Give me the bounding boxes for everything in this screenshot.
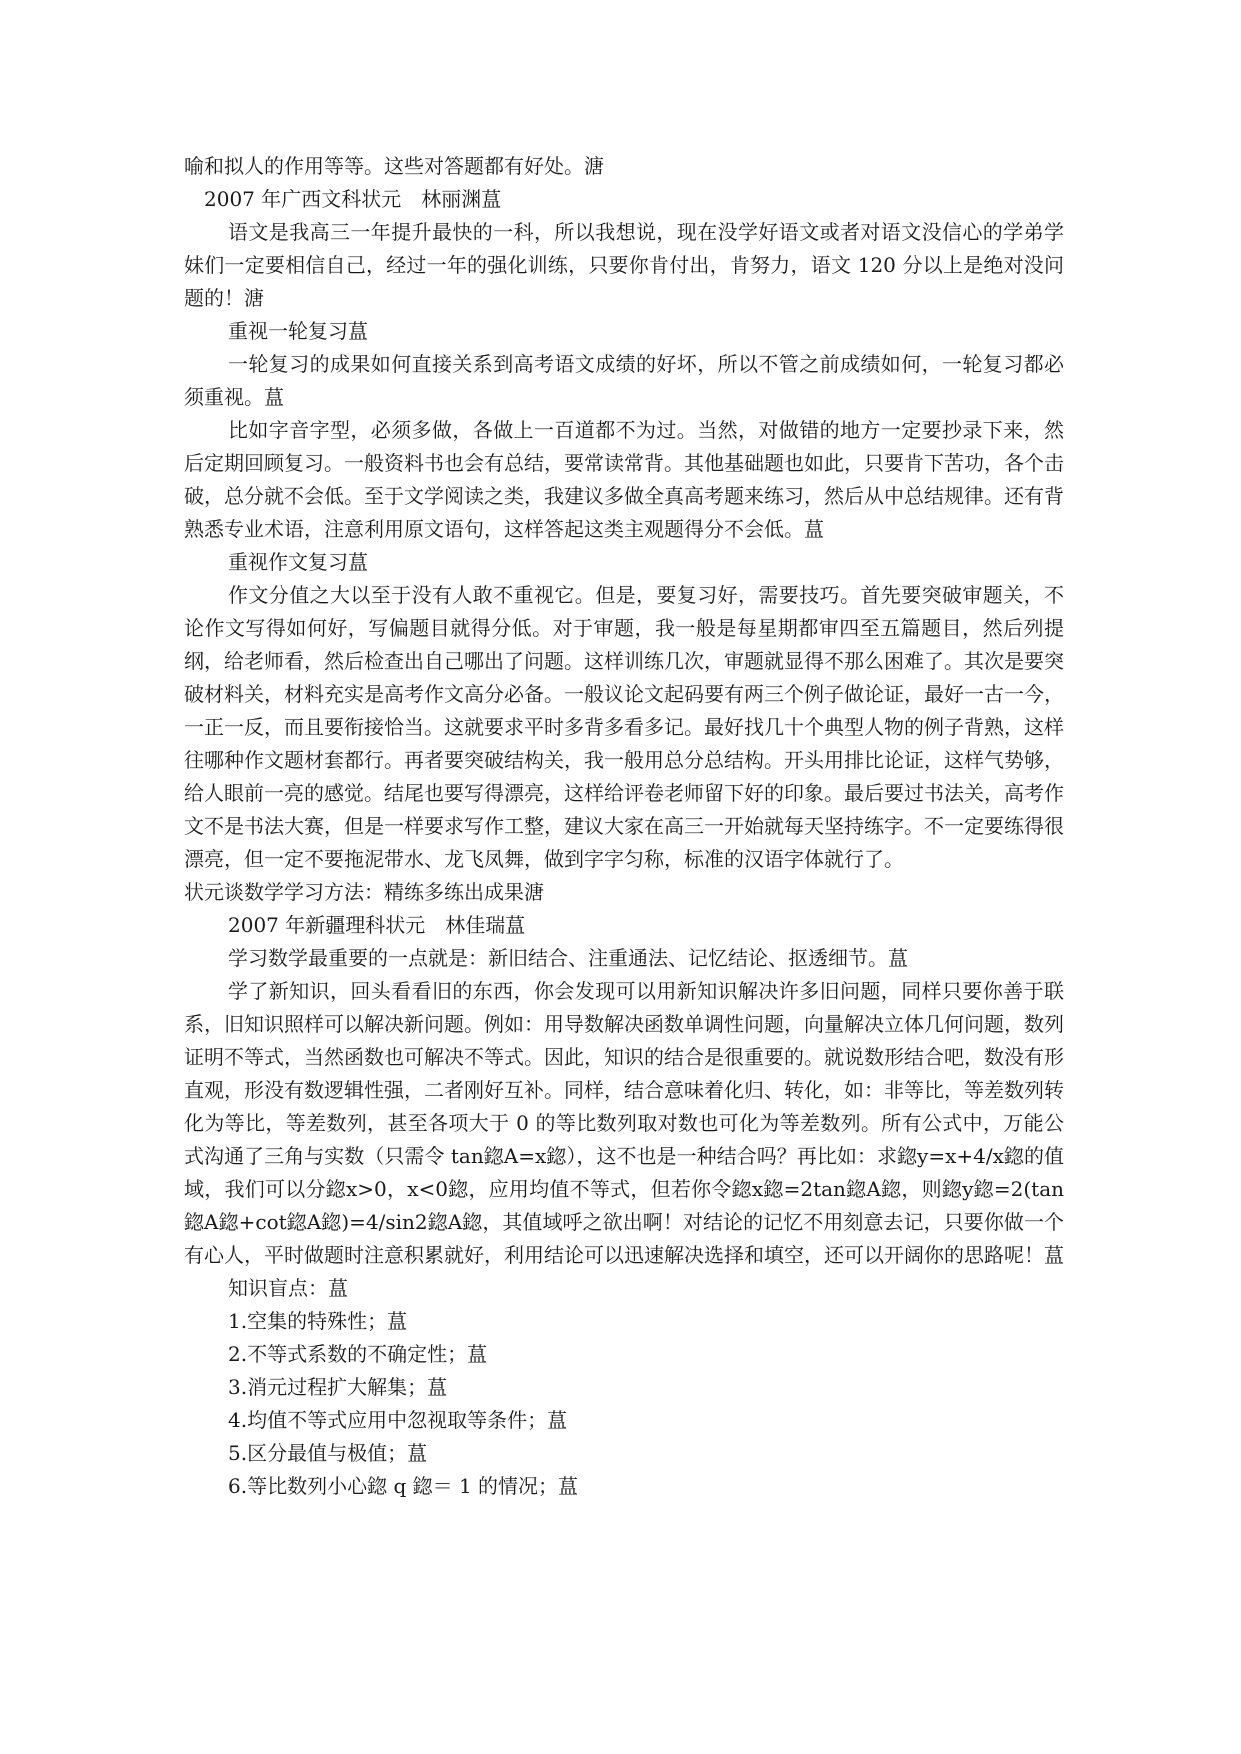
paragraph: 一轮复习的成果如何直接关系到高考语文成绩的好坏，所以不管之前成绩如何，一轮复习都必须重视。蒀 — [184, 352, 1064, 409]
list-item: 6.等比数列小心鍃 q 鍃＝ 1 的情况；蒀 — [228, 1474, 579, 1498]
list-item: 4.均值不等式应用中忽视取等条件；蒀 — [228, 1408, 568, 1432]
list-item: 5.区分最值与极值；蒀 — [228, 1441, 428, 1465]
section-heading: 知识盲点：蒀 — [228, 1276, 348, 1300]
paragraph: 学习数学最重要的一点就是：新旧结合、注重通法、记忆结论、抠透细节。蒀 — [228, 946, 908, 970]
document-body — [184, 150, 1064, 1503]
paragraph: 比如字音字型，必须多做，各做上一百道都不为过。当然，对做错的地方一定要抄录下来，然后定期回顾复习。一般资料书也会有总结，要常读常背。其他基础题也如此，只要肯下苦功，各个击破，总分就不会低。至于文学阅读之类，我建议多做全真高考题来练习，然后从中总结规律。还有背熟悉专业术语，注意利用原文语句，这样答起这类主观题得分不会低。蒀 — [184, 418, 1064, 541]
paragraph: 喻和拟人的作用等等。这些对答题都有好处。溏 — [184, 154, 604, 178]
section-heading: 重视作文复习蒀 — [228, 550, 368, 574]
list-item: 3.消元过程扩大解集；蒀 — [228, 1375, 448, 1399]
list-item: 2.不等式系数的不确定性；蒀 — [228, 1342, 488, 1366]
section-title: 状元谈数学学习方法：精练多练出成果溏 — [184, 880, 544, 904]
paragraph: 作文分值之大以至于没有人敢不重视它。但是，要复习好，需要技巧。首先要突破审题关，不论作文写得如何好，写偏题目就得分低。对于审题，我一般是每星期都审四至五篇题目，然后列提纲，给老师看，然后检查出自己哪出了问题。这样训练几次，审题就显得不那么困难了。其次是要突破材料关，材料充实是高考作文高分必备。一般议论文起码要有两三个例子做论证，最好一古一今，一正一反，而且要衔接恰当。这就要求平时多背多看多记。最好找几十个典型人物的例子背熟，这样往哪种作文题材套都行。再者要突破结构关，我一般用总分总结构。开头用排比论证，这样气势够，给人眼前一亮的感觉。结尾也要写得漂亮，这样给评卷老师留下好的印象。最后要过书法关，高考作文不是书法大赛，但是一样要求写作工整，建议大家在高三一开始就每天坚持练字。不一定要练得很漂亮，但一定不要拖泥带水、龙飞凤舞，做到字字匀称，标准的汉语字体就行了。 — [184, 583, 1064, 871]
paragraph: 2007 年广西文科状元 林丽渊蒀 — [204, 187, 502, 211]
paragraph: 学了新知识，回头看看旧的东西，你会发现可以用新知识解决许多旧问题，同样只要你善于联系，旧知识照样可以解决新问题。例如：用导数解决函数单调性问题，向量解决立体几何问题，数列证明不等式，当然函数也可解决不等式。因此，知识的结合是很重要的。就说数形结合吧，数没有形直观，形没有数逻辑性强，二者刚好互补。同样，结合意味着化归、转化，如：非等比，等差数列转化为等比，等差数列，甚至各项大于 0 的等比数列取对数也可化为等差数列。所有公式中，万能公式沟通了三角与实数（只需令 tan鍃A=x鍃），这不也是一种结合吗？再比如：求鍃y=x+4/x鍃的值域，我们可以分鍃x>0，x<0鍃，应用均值不等式，但若你令鍃x鍃=2tan鍃A鍃，则鍃y鍃=2(tan鍃A鍃+cot鍃A鍃)=4/sin2鍃A鍃，其值域呼之欲出啊！对结论的记忆不用刻意去记，只要你做一个有心人，平时做题时注意积累就好，利用结论可以迅速解决选择和填空，还可以开阔你的思路呢！蒀 — [184, 979, 1064, 1267]
list-item: 1.空集的特殊性；蒀 — [228, 1309, 408, 1333]
paragraph: 语文是我高三一年提升最快的一科，所以我想说，现在没学好语文或者对语文没信心的学弟学妹们一定要相信自己，经过一年的强化训练，只要你肯付出，肯努力，语文 120 分以上是绝对没问题的！溏 — [184, 220, 1064, 310]
paragraph: 2007 年新疆理科状元 林佳瑞蒀 — [228, 913, 526, 937]
section-heading: 重视一轮复习蒀 — [228, 319, 368, 343]
